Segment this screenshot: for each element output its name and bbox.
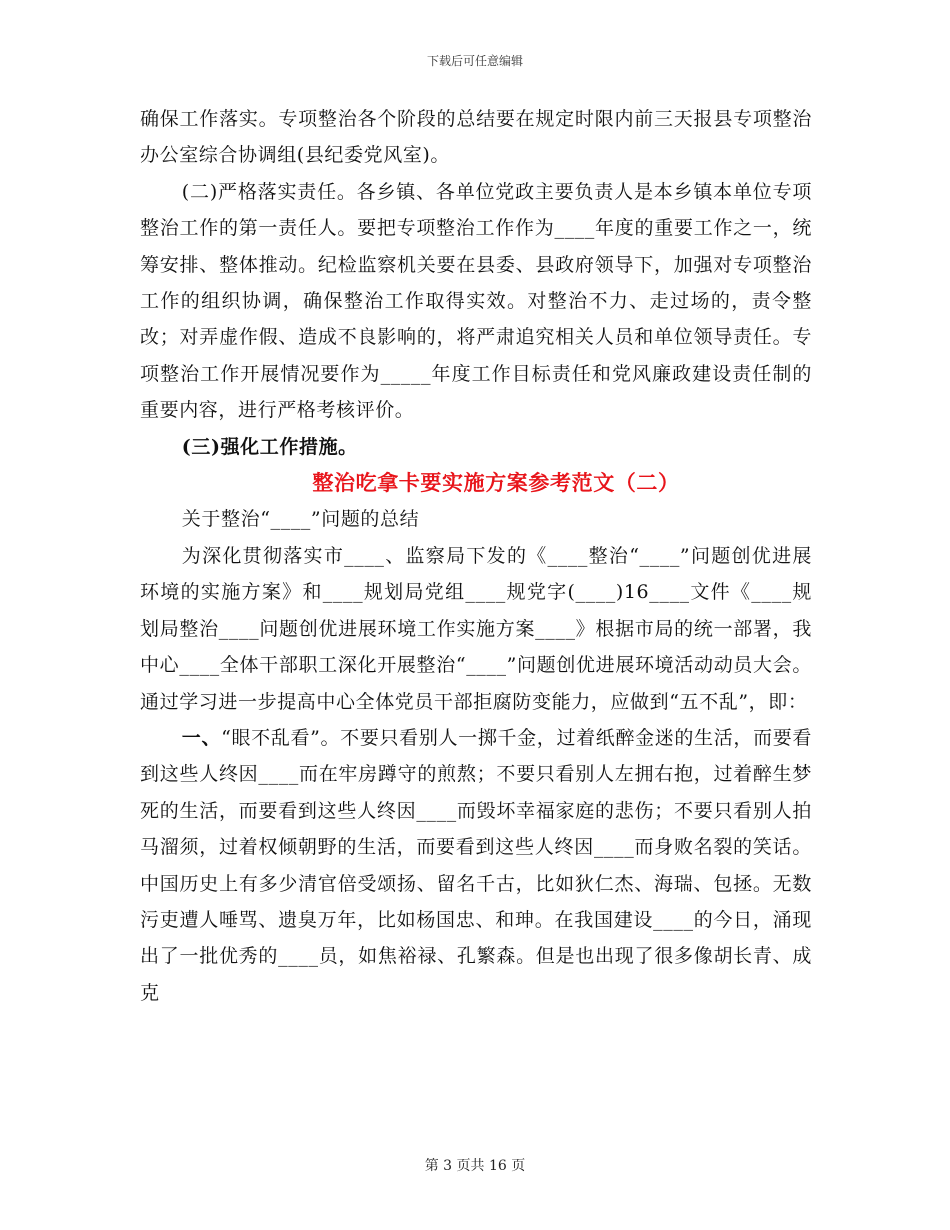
document-title: 整治吃拿卡要实施方案参考范文（二） [312, 470, 680, 496]
paragraph-responsibility: (二)严格落实责任。各乡镇、各单位党政主要负责人是本乡镇本单位专项整治工作的第一责任人。要把专项整治工作作为____年度的重要工作之一，统筹安排、整体推动。纪检监察机关要在县委、县政府领导下，加强对专项整治工作的组织协调，确保整治工作取得实效。对整治不力、走过场的，责令整改；对弄虚作假、造成不良影响的，将严肃追究相关人员和单位领导责任。专项整治工作开展情况要作为_____年度工作目标责任和党风廉政建设责任制的重要内容，进行严格考核评价。 [140, 180, 812, 422]
document-body [140, 101, 812, 1011]
point-one-text: “眼不乱看”。不要只看别人一掷千金，过着纸醉金迷的生活，而要看到这些人终因____而在牢房蹲守的煎熬；不要只看别人左拥右抱，过着醉生梦死的生活，而要看到这些人终因____而毁坏幸福家庭的悲伤；不要只看别人拍马溜须，过着权倾朝野的生活，而要看到这些人终因____而身败名裂的笑话。中国历史上有多少清官倍受颂扬、留名千古，比如狄仁杰、海瑞、包拯。无数污吏遭人唾骂、遗臭万年，比如杨国忠、和珅。在我国建设____的今日，涌现出了一批优秀的____员，如焦裕禄、孔繁森。但是也出现了很多像胡长青、成克 [140, 726, 812, 1004]
summary-subtitle: 关于整治“____”问题的总结 [181, 508, 420, 531]
point-one-number: 一、 [181, 726, 222, 749]
paragraph-point-one [140, 720, 812, 1011]
section-heading-measures: (三)强化工作措施。 [181, 435, 358, 458]
page-footer-number: 第 3 页共 16 页 [424, 1158, 526, 1174]
paragraph-intro: 为深化贯彻落实市____、监察局下发的《____整治“____”问题创优进展环境的实施方案》和____规划局党组____规党字(____)16____文件《____规划局整治____问题创优进展环境工作实施方案____》根据市局的统一部署，我中心____全体干部职工深化开展整治“____”问题创优进展环境活动动员大会。通过学习进一步提高中心全体党员干部拒腐防变能力，应做到“五不乱”，即： [140, 544, 812, 713]
paragraph-continuation: 确保工作落实。专项整治各个阶段的总结要在规定时限内前三天报县专项整治办公室综合协调组(县纪委党风室)。 [140, 108, 812, 167]
page-header-note: 下载后可任意编辑 [426, 54, 523, 68]
